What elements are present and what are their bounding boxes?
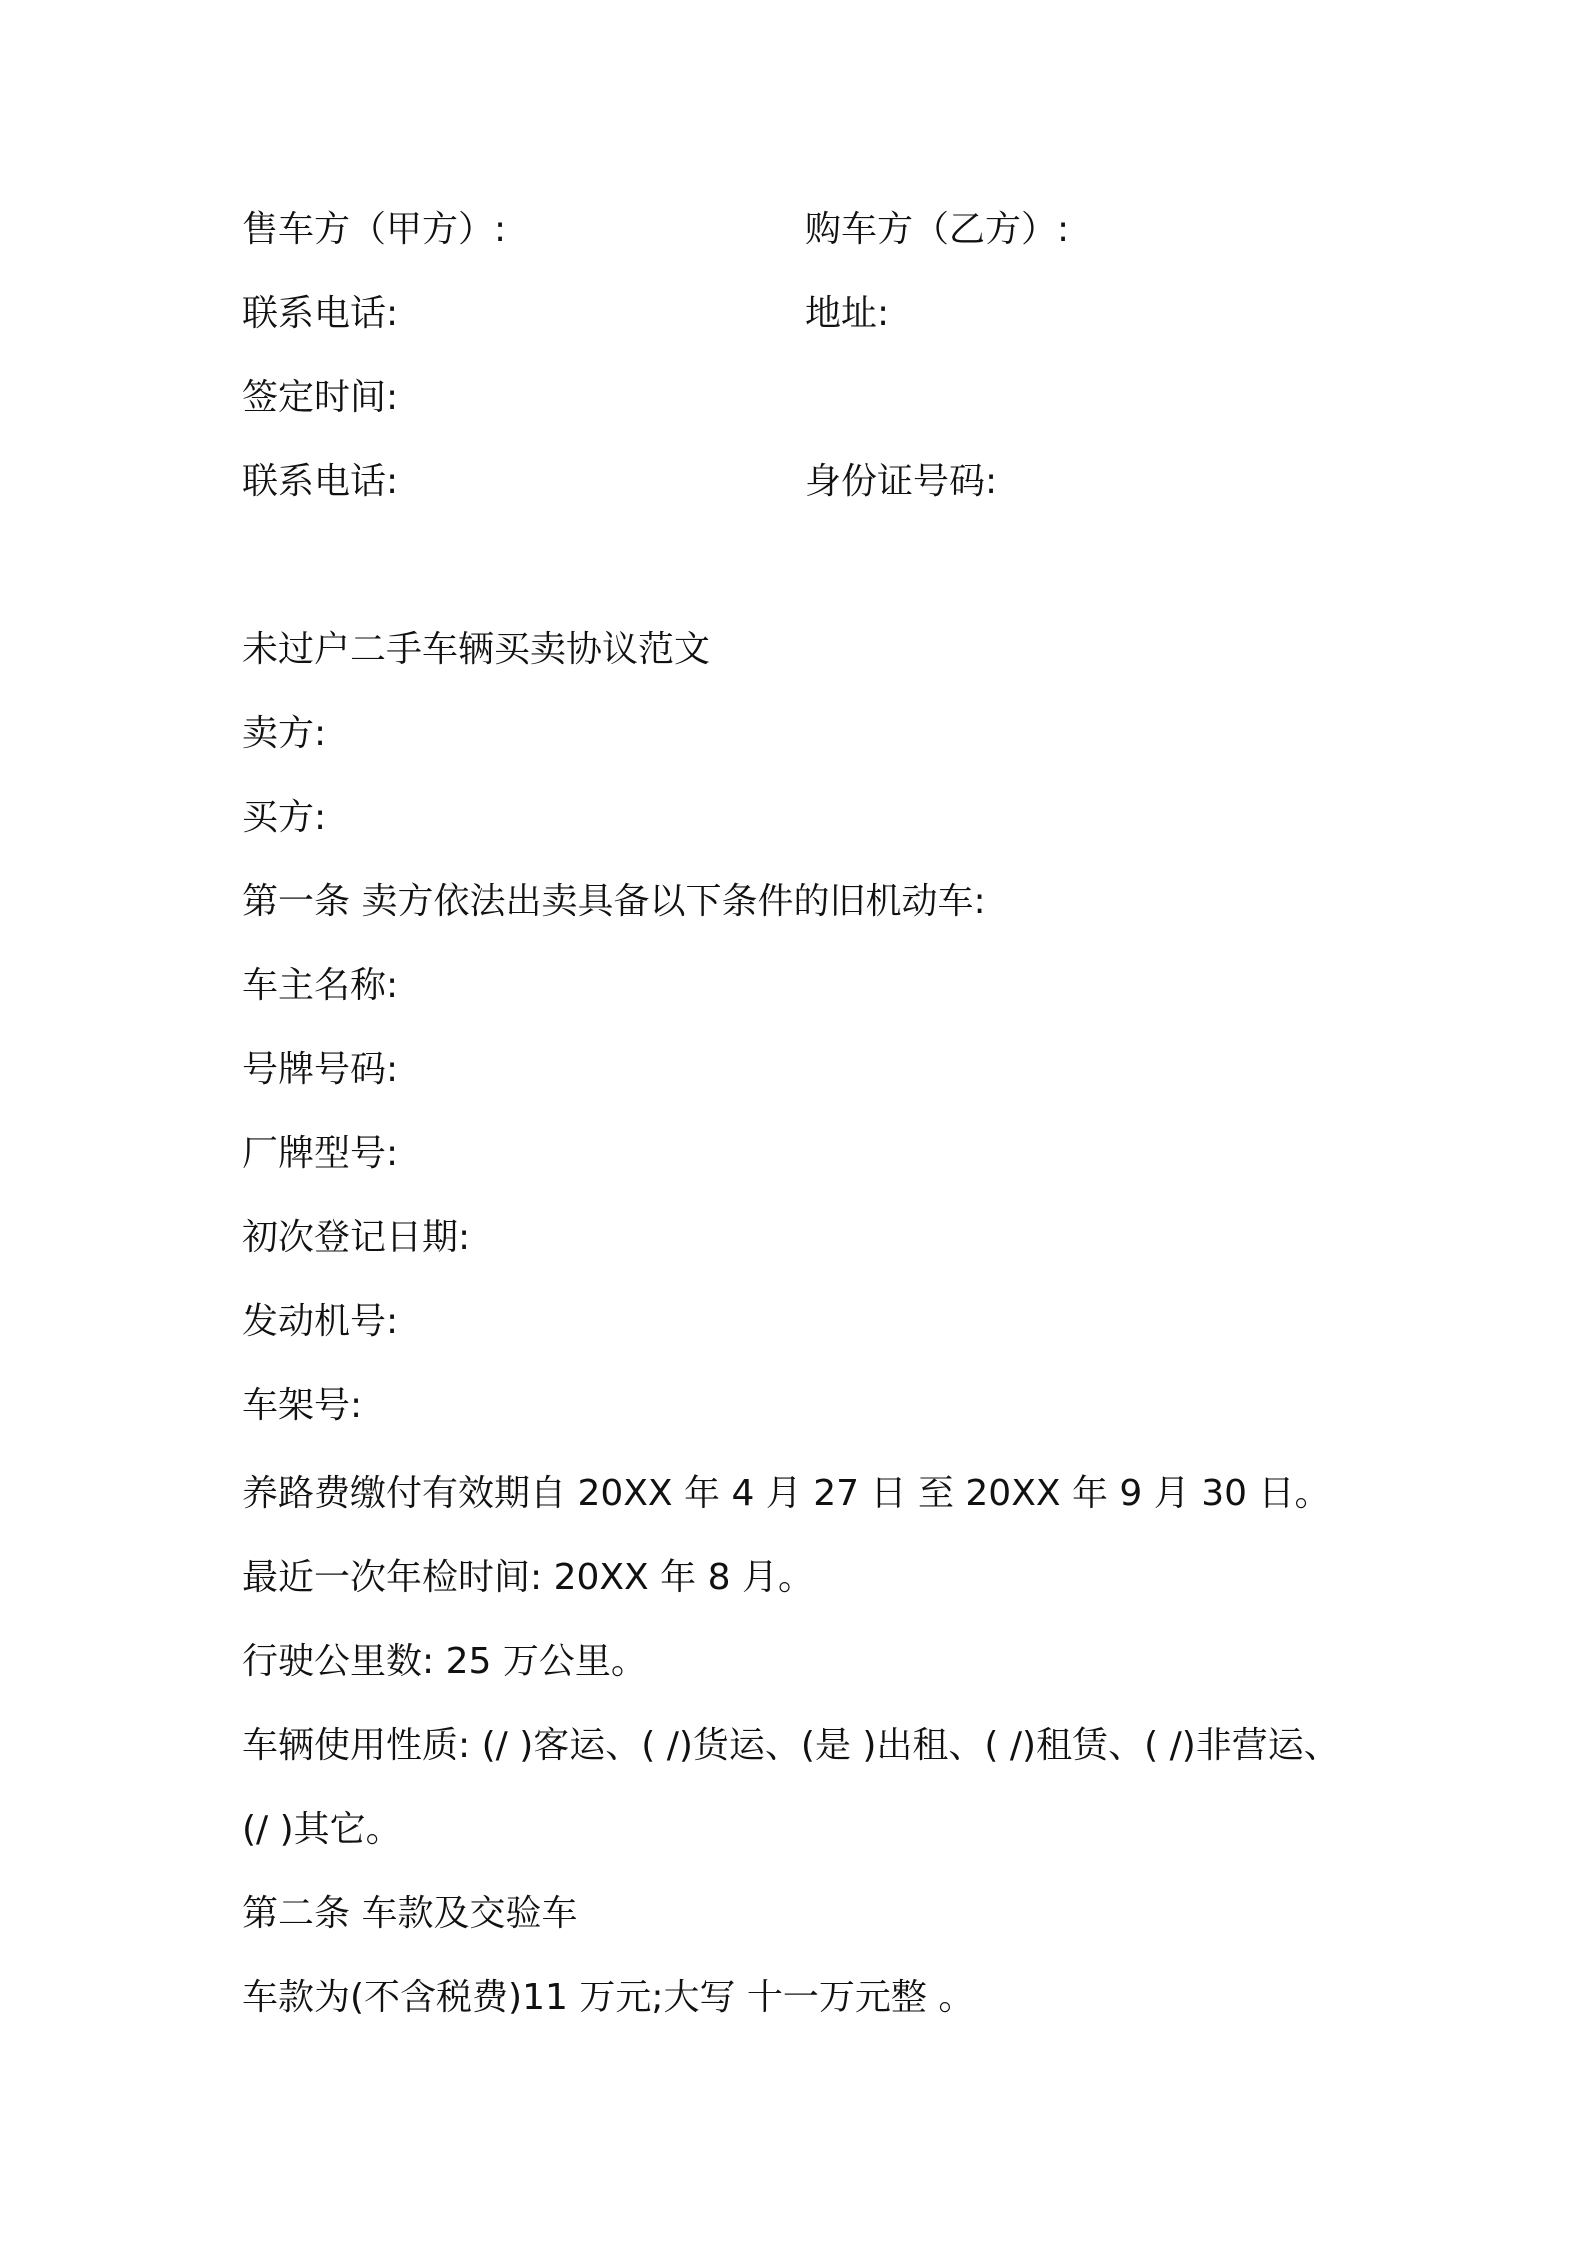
seller-party-label: 售车方（甲方）: <box>242 209 507 250</box>
buyer-phone-label: 联系电话: <box>242 461 399 502</box>
usage-text-line-2: (/ )其它。 <box>242 1809 402 1850</box>
usage-text-line-1: 车辆使用性质: (/ )客运、( /)货运、(是 )出租、( /)租赁、( /)非营运、 <box>242 1725 1340 1766</box>
buyer-party-label: 购车方（乙方）: <box>805 209 1070 250</box>
seller-phone-label: 联系电话: <box>242 293 399 334</box>
owner-name-label: 车主名称: <box>242 965 399 1006</box>
document-title: 未过户二手车辆买卖协议范文 <box>242 629 711 670</box>
buyer-label: 买方: <box>242 797 327 838</box>
brand-model-label: 厂牌型号: <box>242 1133 399 1174</box>
price-text: 车款为(不含税费)11 万元;大写 十一万元整 。 <box>242 1977 975 2018</box>
plate-number-label: 号牌号码: <box>242 1049 399 1090</box>
sign-date-label: 签定时间: <box>242 377 399 418</box>
frame-number-label: 车架号: <box>242 1385 363 1426</box>
first-register-date-label: 初次登记日期: <box>242 1217 471 1258</box>
seller-label: 卖方: <box>242 713 327 754</box>
buyer-id-label: 身份证号码: <box>805 461 998 502</box>
mileage-text: 行驶公里数: 25 万公里。 <box>242 1641 647 1682</box>
article-2-heading: 第二条 车款及交验车 <box>242 1893 578 1934</box>
last-inspection-text: 最近一次年检时间: 20XX 年 8 月。 <box>242 1557 814 1598</box>
engine-number-label: 发动机号: <box>242 1301 399 1342</box>
article-1-heading: 第一条 卖方依法出卖具备以下条件的旧机动车: <box>242 881 986 922</box>
buyer-address-label: 地址: <box>805 293 890 334</box>
road-fee-text: 养路费缴付有效期自 20XX 年 4 月 27 日 至 20XX 年 9 月 30 日。 <box>242 1473 1331 1514</box>
